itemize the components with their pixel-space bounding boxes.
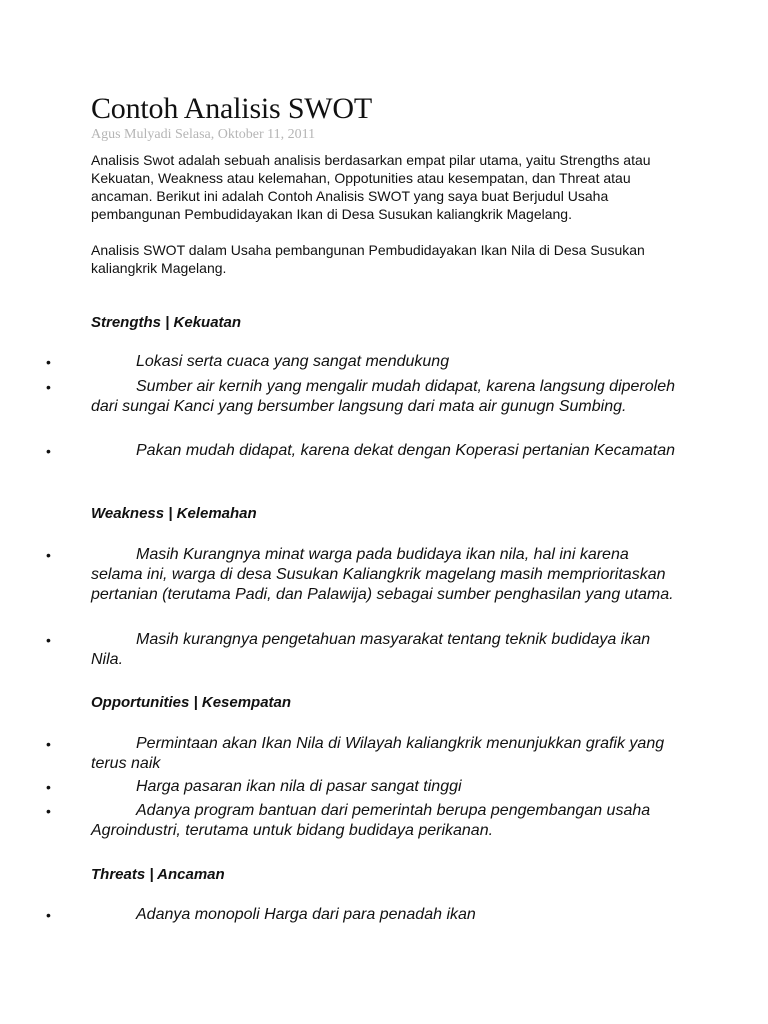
bullet-icon: •	[46, 632, 51, 648]
list-item: • Lokasi serta cuaca yang sangat mendukung	[46, 353, 450, 370]
threats-heading: Threats | Ancaman	[91, 866, 225, 883]
bullet-icon: •	[46, 803, 51, 819]
opportunities-heading: Opportunities | Kesempatan	[91, 694, 292, 711]
list-item: • Permintaan akan Ikan Nila di Wilayah kaliangkrik menunjukkan grafik yang terus naik	[46, 735, 665, 772]
bullet-icon: •	[46, 907, 51, 923]
list-item: • Masih Kurangnya minat warga pada budidaya ikan nila, hal ini karena selama ini, warga di desa Susukan Kaliangkrik magelang masih memprioritaskan pertanian (terutama Padi, dan Palawija) sebagai sumber penghasilan yang utama.	[46, 546, 674, 603]
list-item: • Masih kurangnya pengetahuan masyarakat tentang teknik budidaya ikan Nila.	[46, 631, 651, 668]
strengths-heading: Strengths | Kekuatan	[91, 314, 242, 331]
bullet-icon: •	[46, 443, 51, 459]
bullet-icon: •	[46, 736, 51, 752]
bullet-icon: •	[46, 354, 51, 370]
bullet-icon: •	[46, 379, 51, 395]
list-item: • Adanya monopoli Harga dari para penadah ikan	[46, 906, 476, 923]
page-title: Contoh Analisis SWOT	[91, 92, 373, 125]
list-item: • Adanya program bantuan dari pemerintah berupa pengembangan usaha Agroindustri, terutama untuk bidang budidaya perikanan.	[46, 802, 651, 839]
bullet-icon: •	[46, 547, 51, 563]
subject-paragraph: Analisis SWOT dalam Usaha pembangunan Pembudidayakan Ikan Nila di Desa Susukan kaliangkrik Magelang.	[91, 242, 645, 276]
intro-paragraph: Analisis Swot adalah sebuah analisis berdasarkan empat pilar utama, yaitu Strengths atau Kekuatan, Weakness atau kelemahan, Oppotunities atau kesempatan, dan Threat atau ancaman. Berikut ini adalah Contoh Analisis SWOT yang saya buat Berjudul Usaha pembangunan Pembudidayakan Ikan di Desa Susukan kaliangkrik Magelang.	[91, 152, 651, 222]
list-item: • Harga pasaran ikan nila di pasar sangat tinggi	[46, 778, 462, 795]
bullet-icon: •	[46, 779, 51, 795]
weakness-heading: Weakness | Kelemahan	[91, 505, 257, 522]
post-meta: Agus Mulyadi Selasa, Oktober 11, 2011	[91, 127, 316, 142]
list-item: • Pakan mudah didapat, karena dekat dengan Koperasi pertanian Kecamatan	[46, 442, 676, 459]
list-item: • Sumber air kernih yang mengalir mudah didapat, karena langsung diperoleh dari sungai Kanci yang bersumber langsung dari mata air gunugn Sumbing.	[46, 378, 675, 415]
